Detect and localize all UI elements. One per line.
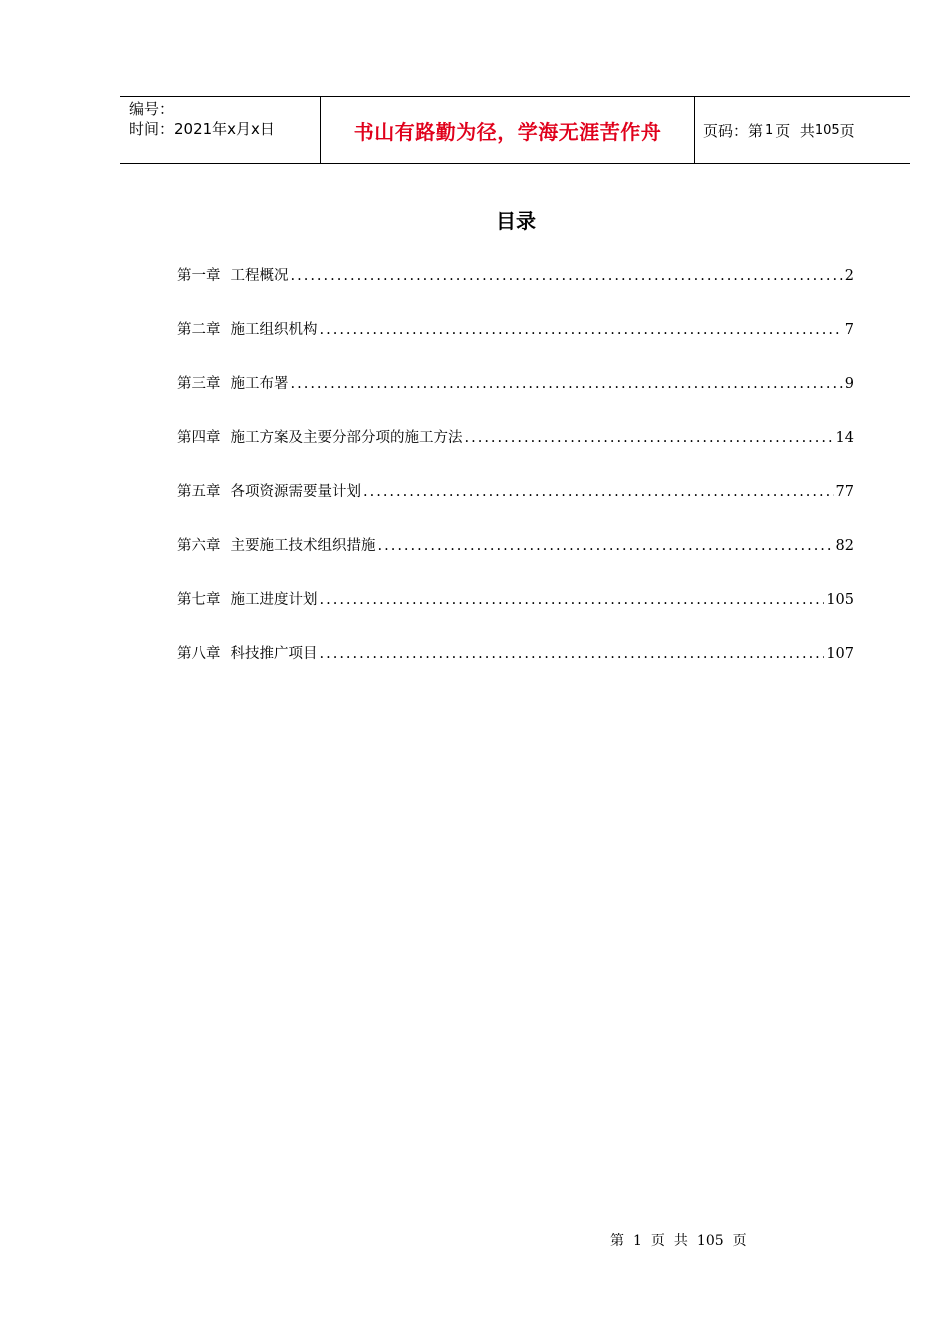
toc-entry-title: 科技推广项目: [230, 646, 318, 662]
header-page-total: 105: [814, 122, 840, 138]
toc-entry[interactable]: [177, 534, 854, 588]
toc-entry[interactable]: [177, 264, 854, 318]
toc-page-number: 14: [835, 430, 854, 446]
toc-leader-dots: [320, 322, 843, 338]
document-header: [120, 96, 910, 164]
toc-chapter: 第二章: [177, 322, 221, 338]
toc-title: 目录: [496, 209, 536, 233]
toc-page-number: 7: [844, 322, 854, 338]
toc-entry-title: 各项资源需要量计划: [230, 484, 361, 500]
header-meta-cell: [120, 97, 321, 163]
toc-leader-dots: [465, 430, 834, 446]
toc-chapter: 第五章: [177, 484, 221, 500]
toc-page-number: 107: [826, 646, 854, 662]
toc-leader-dots: [291, 268, 843, 284]
toc-chapter: 第七章: [177, 592, 221, 608]
toc-entry-title: 施工进度计划: [230, 592, 318, 608]
toc-entry-title: 工程概况: [230, 268, 289, 284]
header-motto: 书山有路勤为径，学海无涯苦作舟: [353, 119, 662, 144]
toc-entry[interactable]: [177, 318, 854, 372]
toc-entry-title: 施工组织机构: [230, 322, 318, 338]
toc-entry[interactable]: [177, 588, 854, 642]
footer-total-pages: 105: [696, 1233, 724, 1249]
toc-page-number: 2: [844, 268, 854, 284]
toc-page-number: 82: [835, 538, 854, 554]
toc-entry-title: 施工方案及主要分部分项的施工方法: [230, 430, 463, 446]
toc-entry-title: 施工布署: [230, 376, 289, 392]
document-number-label: 编号：: [129, 100, 175, 118]
toc-entry-title: 主要施工技术组织措施: [230, 538, 376, 554]
footer-last: 页: [732, 1233, 747, 1249]
toc-page-number: 9: [844, 376, 854, 392]
toc-entry[interactable]: [177, 372, 854, 426]
toc-chapter: 第三章: [177, 376, 221, 392]
toc-leader-dots: [378, 538, 834, 554]
toc-chapter: 第八章: [177, 646, 221, 662]
toc-entry[interactable]: [177, 426, 854, 480]
toc-leader-dots: [320, 592, 825, 608]
toc-entry[interactable]: [177, 642, 854, 696]
header-page-prefix: 页码：第: [703, 121, 764, 140]
header-page-suffix: 页: [839, 121, 855, 140]
toc-page-number: 77: [835, 484, 854, 500]
toc-leader-dots: [363, 484, 834, 500]
toc-chapter: 第一章: [177, 268, 221, 284]
toc-leader-dots: [291, 376, 843, 392]
header-motto-cell: [321, 97, 695, 163]
toc-chapter: 第四章: [177, 430, 221, 446]
header-page-mid: 页 共: [775, 121, 815, 140]
footer-first: 第: [610, 1233, 624, 1249]
footer-current-page: 1: [633, 1233, 642, 1249]
toc-leader-dots: [320, 646, 825, 662]
header-page-cell: [695, 97, 910, 163]
footer-total-label: 共: [673, 1233, 688, 1249]
page-footer: [610, 1230, 756, 1250]
document-time-label: 时间：2021年x月x日: [129, 120, 275, 138]
toc-chapter: 第六章: [177, 538, 221, 554]
header-page-current: 1: [765, 122, 774, 138]
toc-entry[interactable]: [177, 480, 854, 534]
table-of-contents: [177, 264, 854, 696]
toc-page-number: 105: [826, 592, 854, 608]
footer-of-page: 页: [650, 1233, 665, 1249]
